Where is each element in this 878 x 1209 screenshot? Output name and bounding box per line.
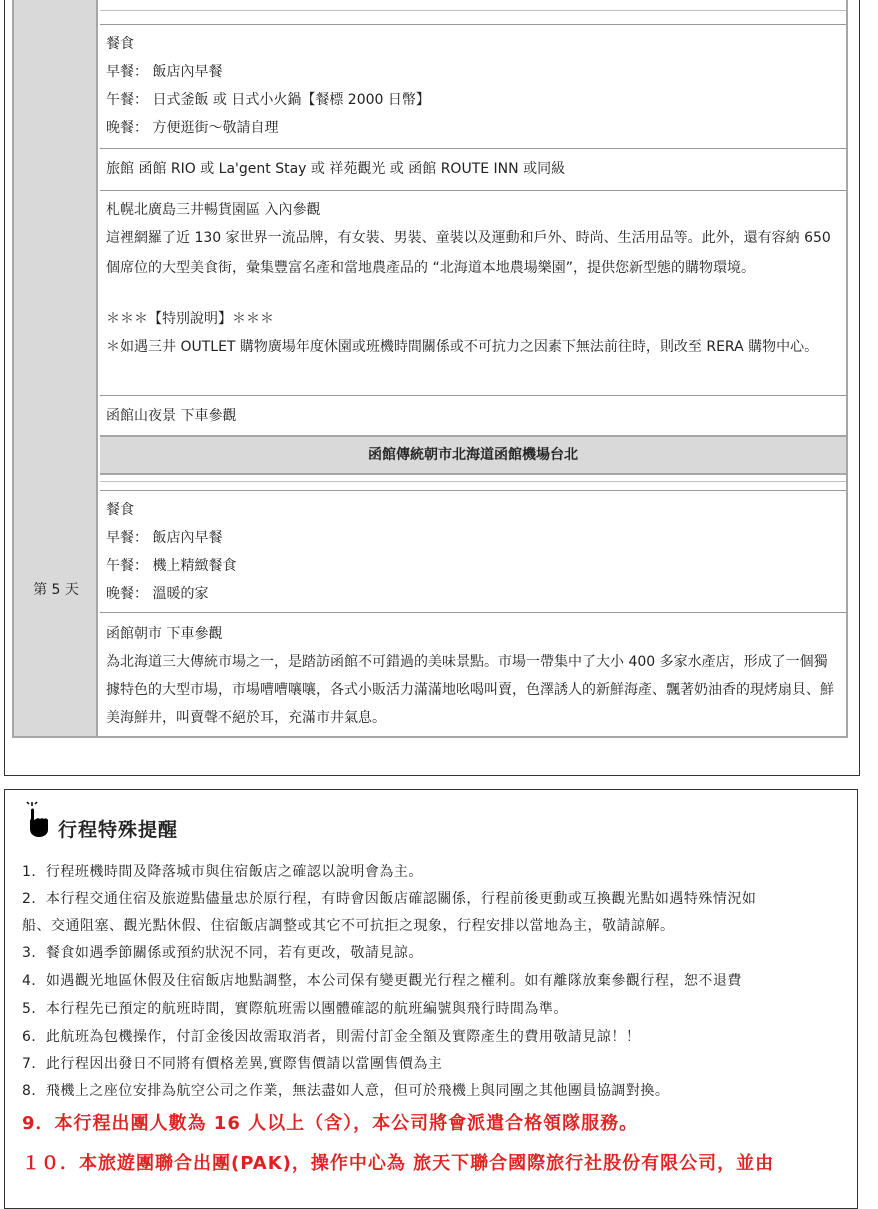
row-divider: [100, 490, 846, 491]
outlet-title: 札幌北廣島三井暢貨園區 入內參觀: [106, 202, 321, 218]
special-note-title: ＊＊＊【特別說明】＊＊＊: [106, 311, 274, 327]
lunch: 午餐： 機上精緻餐食: [106, 558, 237, 574]
row-divider: [100, 10, 846, 11]
hotel: 旅館 函館 RIO 或 La'gent Stay 或 祥苑觀光 或 函館 ROUTE INN 或同級: [106, 161, 566, 177]
breakfast: 早餐： 飯店內早餐: [106, 530, 223, 546]
row-divider: [100, 148, 846, 149]
market-description: 為北海道三大傳統市場之一，是踏訪函館不可錯過的美味景點。市場一帶集中了大小 400 多家水產店，形成了一個獨據特色的大型市場，市場嘈嘈嚷嚷，各式小販活力滿滿地吆喝叫賣，色澤誘人的新鮮海產、飄著奶油香的現烤扇貝、鮮美海鮮井，叫賣聲不絕於耳，充滿市井氣息。: [106, 654, 834, 726]
notice-item: 船、交通阻塞、觀光點休假、住宿飯店調整或其它不可抗拒之現象，行程安排以當地為主，敬請諒解。: [22, 918, 675, 934]
day-5-route-header: 函館傳統朝市北海道函館機場台北: [100, 435, 846, 475]
row-divider: [100, 395, 846, 396]
notice-item-highlight: １０．本旅遊團聯合出團(PAK)，操作中心為 旅天下聯合國際旅行社股份有限公司，並由: [22, 1153, 775, 1174]
outlet-description: 這裡網羅了近 130 家世界一流品牌，有女裝、男裝、童裝以及運動和戶外、時尚、生活用品等。此外，還有容納 650 個席位的大型美食街，彙集豐富名產和當地農產品的 “北海道本地農場樂園”，提供您新型態的購物環境。: [106, 230, 831, 276]
day-4-column: [14, 0, 98, 435]
market-title: 函館朝市 下車參觀: [106, 626, 223, 642]
day-5-label: 第 5 天: [33, 582, 79, 598]
dinner: 晚餐： 方便逛街～敬請自理: [106, 120, 279, 136]
pointing-hand-icon: [26, 800, 52, 838]
notice-item: 5．本行程先已預定的航班時間，實際航班需以團體確認的航班編號與飛行時間為準。: [22, 1001, 568, 1017]
lunch: 午餐： 日式釜飯 或 日式小火鍋【餐標 2000 日幣】: [106, 92, 430, 108]
notice-item: 7．此行程因出發日不同將有價格差異,實際售價請以當團售價為主: [22, 1056, 443, 1072]
meals-heading: 餐食: [106, 502, 134, 518]
special-note: ＊如遇三井 OUTLET 購物廣場年度休園或班機時間關係或不可抗力之因素下無法前往時，則改至 RERA 購物中心。: [106, 339, 819, 355]
notice-item: 3．餐食如遇季節關係或預約狀況不同，若有更改，敬請見諒。: [22, 945, 423, 961]
row-divider: [100, 612, 846, 613]
night-view: 函館山夜景 下車參觀: [106, 408, 237, 424]
notice-title: 行程特殊提醒: [58, 819, 179, 841]
meals-heading: 餐食: [106, 36, 134, 52]
itinerary-table: [12, 0, 848, 738]
breakfast: 早餐： 飯店內早餐: [106, 64, 223, 80]
row-divider: [100, 481, 846, 482]
notice-item: 4．如遇觀光地區休假及住宿飯店地點調整，本公司保有變更觀光行程之權利。如有離隊放棄參觀行程，恕不退費: [22, 973, 742, 989]
notice-item: 2．本行程交通住宿及旅遊點儘量忠於原行程，有時會因飯店確認關係，行程前後更動或互換觀光點如遇特殊情況如: [22, 891, 757, 907]
dinner: 晚餐： 溫暖的家: [106, 586, 209, 602]
notice-item: 6．此航班為包機操作，付訂金後因故需取消者，則需付訂金全額及實際產生的費用敬請見諒！！: [22, 1029, 641, 1045]
notice-item-highlight: 9．本行程出團人數為 16 人以上（含），本公司將會派遣合格領隊服務。: [22, 1113, 639, 1134]
row-divider: [100, 190, 846, 191]
notice-item: 1．行程班機時間及降落城市與住宿飯店之確認以說明會為主。: [22, 864, 423, 880]
notice-item: 8．飛機上之座位安排為航空公司之作業，無法盡如人意，但可於飛機上與同團之其他團員協調對換。: [22, 1083, 670, 1099]
row-divider: [100, 24, 846, 25]
